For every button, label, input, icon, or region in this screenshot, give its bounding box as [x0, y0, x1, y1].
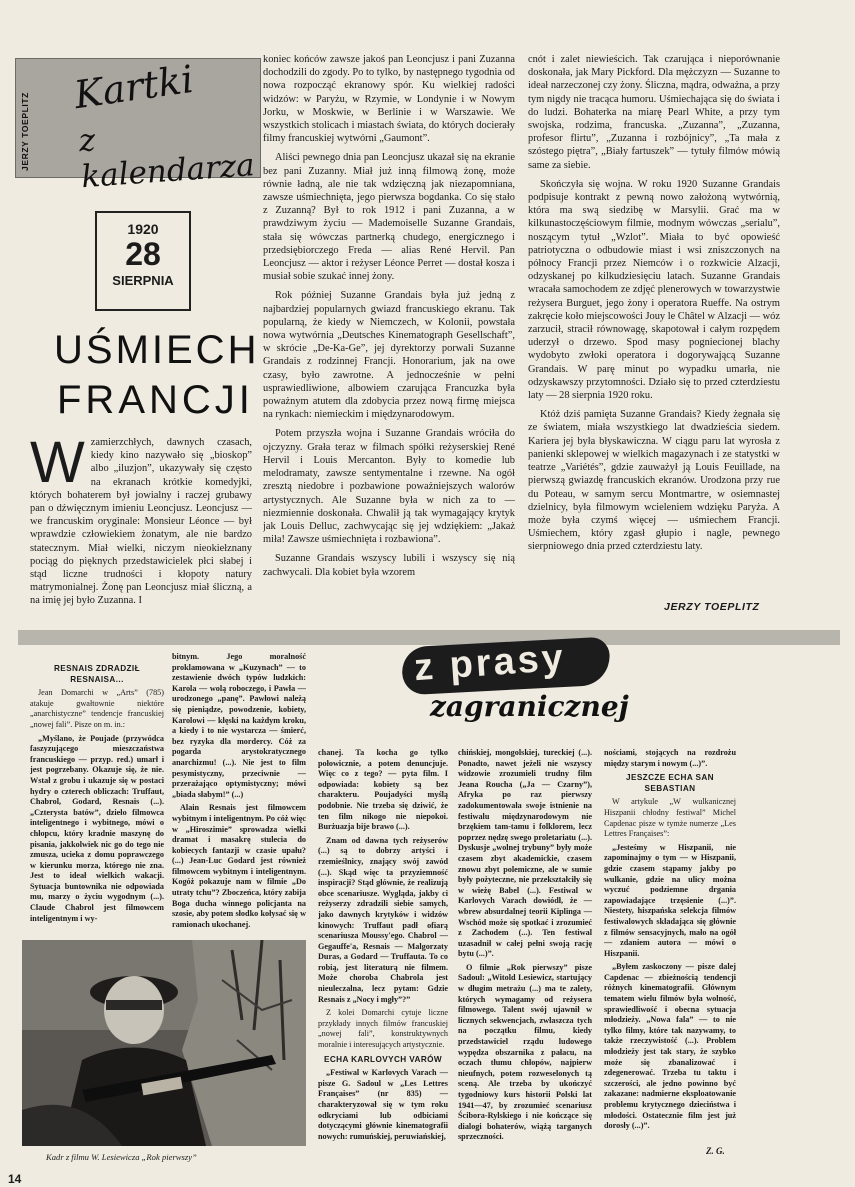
- paragraph: cnót i zalet niewieścich. Tak czarująca i nieporównanie doskonała, jak Mary Pickford. Dla mężczyzn — Suzanne to ideał narzeczonej czy żony. Śliczna, mądra, odważna, a przy tym nigdy nie tracąca humoru. Uśmiechająca się do świata i do ludzi. Bohaterka na miarę Pearl White, a przy tym swojska, rodzima, francuska. „Zuzanna”, „Zuzanna, profesor flirtu”, „Zuzanna i rozbójnicy”, „Ta mała z szóstego piętra”, „Biały fartuszek” — tytuły filmów mówią same za siebie.: [528, 54, 780, 171]
- paragraph: „Byłem zaskoczony — pisze dalej Capdenac — zbieżnością tendencji różnych kinematografii. Głównym tematem wielu filmów była wolność, sprawiedliwość i obecna sytuacja młodzieży. „Nowa fala” — to nie tylko filmy, które tak nazywamy, to także rzeczywistość (...). Problem młodzieży jest tak stary, że szybko może się zbanalizować i zdegenerować. Trzeba tu taktu i szczerości, ale jedno powinno być zakazane: nadmierne eksploatowanie problemu krytycznego dzieciństwa i młodości. Ostatecznie film jest już dorosły (...)”.: [604, 962, 736, 1131]
- press-signature: Z. G.: [706, 1146, 725, 1156]
- press-heading-san-sebastian: JESZCZE ECHA SAN SEBASTIAN: [626, 773, 714, 793]
- paragraph: chanej. Ta kocha go tylko połowicznie, a potem denuncjuje. Więc co z tego? — pyta film. I odpowiada: kobiety są bez charakteru. Poujadyści myślą podobnie. Nie trzeba się dziwić, że ten film nikogo nie niepokoi. Burżuazja bije brawo (...).: [318, 748, 448, 832]
- article-title-line2: FRANCJI: [57, 378, 254, 422]
- paragraph: Skończyła się wojna. W roku 1920 Suzanne Grandais podpisuje kontrakt z pewną nowo założoną wytwórnią, która ma swą siedzibę w Marsylii. Grać ma w kilkunastoczęściowym filmie, modnym wówczas „serialu”, noszącym tytuł „Wzlot”. Miała to być opowieść patriotyczna o odbudowie miast i wsi zniszczonych na północy Francji przez Niemców i o rozkwicie Alzacji, odzyskanej po kilkudziesięciu latach. Suzanne Grandais wracała samochodem ze zdjęć plenerowych w towarzystwie reżysera Burguet, jego żony i operatora Rueffe. Na ostrym zakręcie koło miejscowości Jouy le Châtel w Alzacji — wóz zarzucił, stracił równowagę, skapotował i całym rozpędem uderzył o drzewo. Spod masy pogniecionej blachy wydobyto zwłoki operatora i dogorywającą Suzanne Grandais. W parę minut po wypadku umarła, nie odzyskawszy przytomności. Działo się to przed czterdziestu laty — 28 sierpnia 1920 roku.: [528, 178, 780, 402]
- press-heading-karlovy-vary: ECHA KARLOVYCH VARÓW: [323, 1054, 443, 1064]
- press-title-line1: z prasy: [412, 636, 568, 690]
- film-still-photo: [22, 940, 306, 1146]
- dropcap: W: [30, 436, 85, 495]
- paragraph: Jean Domarchi w „Arts” (785) atakuje gwałtownie niektóre „anarchistyczne” tendencje francuskiej „nowej fali”. Pisze on m. in.:: [30, 688, 164, 729]
- article-column-2: [263, 53, 515, 609]
- article-column-1: [30, 436, 252, 616]
- paragraph: „Festiwal w Karlovych Varach — pisze G. Sadoul w „Les Lettres Françaises” (nr 835) — charakteryzował się w tym roku odkryciami lub odbiciami dotyczącymi głównie kinematografii nowych: rumuńskiej, peruwiańskiej,: [318, 1068, 448, 1141]
- press-column-e: [604, 748, 736, 1160]
- paragraph: zamierzchłych, dawnych czasach, kiedy kino nazywało się „bioskop” albo „iluzjon”, ukazywały się często na ekranach krótkie komedyjki, których bohaterem był jowialny i raczej grubawy pan o dźwięcznym imieniu Leoncjusz. Leoncjusz — we francuskim oryginale: Monsieur Léonce — był wprawdzie człowiekiem żonatym, ale nie bardzo statecznym. Miał wielki, niczym nieokiełznany pociąg do pięknych przedstawicielek płci słabej i stąd liczne trudności i kłopoty natury matrymonialnej. Żonę pan Leoncjusz miał śliczną, a na imię jej było Zuzanna. I: [30, 437, 252, 607]
- press-column-c: [318, 748, 448, 1168]
- paragraph: Alain Resnais jest filmowcem wybitnym i inteligentnym. Po cóż więc w „Hiroszimie” sprowadza wielki dramat i masakrę stulecia do kobiecych fantazji w czasie upału? (...) Jean-Luc Godard jest również filmowcem wybitnym i inteligentnym. Kogóż pokazuje nam w filmie „Do utraty tchu”? Zboczeńca, który zabija Boga ducha winnego policjanta na szosie, aby potem słodko kołysać się w ramionach ukochanej.: [172, 803, 306, 929]
- press-title-line2: zagranicznej: [430, 690, 629, 723]
- date-year: 1920: [127, 221, 159, 237]
- paragraph: koniec końców zawsze jakoś pan Leoncjusz i pani Zuzanna dochodzili do zgody. Po to tylko, by następnego tygodnia od nowa rozpocząć ekranowy spór. Ku wielkiej radości widzów: w Paryżu, w Rzymie, w Londynie i w Nowym Jorku, w Moskwie, w Berlinie i w Warszawie. We wszystkich stolicach i miastach świata, do których docierały filmy francuskiej wytwórni „Gaumont”.: [263, 54, 515, 145]
- series-banner: [15, 56, 261, 196]
- date-day: 28: [125, 236, 161, 272]
- article-column-3: [528, 53, 780, 593]
- paragraph: W artykule „W wulkanicznej Hiszpanii chłodny festiwal” Michel Capdenac pisze w tymże numerze „Les Lettres Françaises”:: [604, 797, 736, 839]
- film-still-image: [22, 940, 306, 1146]
- paragraph: Potem przyszła wojna i Suzanne Grandais wróciła do ojczyzny. Grała teraz w filmach spółki reżyserskiej René Hervil i Louis Mercanton. Były to komedie lub melodramaty, zawsze sentymentalne i rzewne. Na ogół zresztą niedobre i pozbawione poważniejszych walorów artystycznych. Ale Suzanne była w nich za to — niezmiennie doskonała. Chwalił ją tak wymagający krytyk jak Louis Delluc, zachwycając się jej wdziękiem: „Jakaż miła! Zawsze uśmiechnięta i rozbawiona”.: [263, 428, 515, 546]
- series-title-line1: Kartki: [71, 56, 197, 118]
- paragraph: bitnym. Jego moralność proklamowana w „Kuzynach” — to zestawienie dwóch typów ludzkich: Karola — wolą roboczego, i Pawła — urodzonego „panę”. Pawłowi należą się pieniądze, powodzenie, kobiety, Karolowi — kłęski na każdym kroku, a kiedy i to nie wystarcza — śmierć, bez ryzyka dla mordercy. Cóż za pogarda arystokratycznego anarchizmu! (...). Nie jest to film pesymistyczny, przeciwnie — przerażająco optymistyczny; mówi „biada słabym!” (...): [172, 652, 306, 799]
- paragraph: O filmie „Rok pierwszy” pisze Sadoul: „Witold Lesiewicz, startujący w długim metrażu (...) ma te zalety, których wymagamy od reżysera filmowego. Talent swój ujawnił w licznych sekwencjach, zwłaszcza tych na początku filmu, kiedy przedstawiciel rządu ludowego wypędza obszarnika z pałacu, na oczach tłumu chłopów, najpierw nieufnych, potem rozweselonych tą sceną. Ale trzeba by ukończyć tygodniowy kurs historii Polski lat 1941—47, by zrozumieć scenariusz Ścibora-Rylskiego i nie kończące się dialogi bohaterów, wiążą targanych sprzeczności.: [458, 962, 592, 1142]
- paragraph: „Myślano, że Poujade (przywódca faszyzującego mieszczaństwa francuskiego — przyp. red.) umarł i jest pogrzebany. Okazuje się, że nie. Wstał z grobu i ukazuje się w postaci hydry o czterech obliczach: Truffaut, Chabrol, Godard, Resnais (...). „Czterysta batów”, dzieło filmowca inteligentnego i wybitnego, mówi o chłopcu, który kradnie maszynę do pisania, jakkolwiek nic go do tego nie zmusza, ucieka z domu poprawczego w kierunku morza, którego nie zna. Jest to ideał wielkich wakacji. Sytuacja buntownika nie odpowiada mu, marzy o życiu wygodnym (...). Claude Chabrol jest filmowcem inteligentnym i wy-: [30, 733, 164, 923]
- press-column-b: [172, 652, 306, 936]
- press-column-d: [458, 748, 592, 1168]
- press-column-a: [30, 660, 164, 935]
- paragraph: Z kolei Domarchi cytuje liczne przykłady innych filmów francuskiej „nowej fali”, konstruktywnych moralnie i interesujących artystycznie.: [318, 1008, 448, 1050]
- paragraph: nościami, stojących na rozdrożu między starym i nowym (...)”.: [604, 748, 736, 768]
- photo-caption: Kadr z filmu W. Lesiewicza „Rok pierwszy”: [46, 1152, 197, 1162]
- paragraph: Suzanne Grandais wszyscy lubili i wszyscy się nią zachwycali. Dla kobiet była wzorem: [263, 553, 515, 578]
- series-title-line2: z kalendarza: [77, 122, 256, 196]
- paragraph: Rok później Suzanne Grandais była już jedną z najbardziej popularnych gwiazd francuskiego ekranu. Tak popularną, że kiedy w Niemczech, w Kolonii, powstała nowa wytwórnia „Deutsches Kinematograph Gesellschaft”, w skrócie „De-Ka-Ge”, jej dyrektorzy porwali Suzanne Grandais z rodzinnej Francji. Honorarium, jak na owe czasy, było zawrotne. A jednocześnie w pełni usprawiedliwione, albowiem czarująca Francuzka była poważnym atutem dla zdobycia przez nową firmę miejsca na rynkach: niemieckim i międzynarodowym.: [263, 290, 515, 421]
- article-signature: JERZY TOEPLITZ: [664, 601, 760, 613]
- page-number: 14: [8, 1172, 22, 1186]
- date-box: [95, 211, 191, 311]
- paragraph: chińskiej, mongolskiej, tureckiej (...). Ponadto, nawet jeżeli nie wszyscy widzowie zrozumieli trudny film Jeana Roucha („Ja — Czarny”), Afryka po raz pierwszy zadokumentowała swoje istnienie na festiwalu międzynarodowym nie brzękiem tam-tamu i folklorem, lecz poprzez nędzę swego proletariatu (...). Dyskusje „wolnej trybuny” były może czasem zbyt akademickie, czasem znowu zbyt polemiczne, ale w sumie były pożyteczne, nie przekształciły się w wieżę Babel (...). Festiwal w Karlovych Varach dowiódł, że — wbrew absurdalnej teorii Kiplinga — Wschód może się spotkać i zrozumieć z Zachodem (...). Ten festiwal uzasadnił w całej pełni swoją rację bytu (...)”.: [458, 748, 592, 959]
- paragraph: Któż dziś pamięta Suzanne Grandais? Kiedy żegnała się ze światem, miała wszystkiego lat dwadzieścia siedem. Kariera jej była błyskawiczna. W ciągu paru lat wyrosła z panienki sklepowej w wielkich magazynach i ze statystki w teatrze „Variétés”, gdzie zauważył ją Louis Feuillade, na pierwszą gwiazdę francuskich ekranów. Urodzona przy rue du Poteau, w samym sercu Montmartre, w osiemnastej dzielnicy, była filmowym wcieleniem wdzięku Paryża. A może była czymś więcej — uśmiechem Francji. Uśmiechem, który zgasł głupio i nagle, pewnego sierpniowego dnia przed czterdziestu laty.: [528, 409, 780, 553]
- author-tag: JERZY TOEPLITZ: [20, 92, 30, 171]
- paragraph: Aliści pewnego dnia pan Leoncjusz ukazał się na ekranie bez pani Zuzanny. Miał już inną filmową żonę, może równie ładną, ale nie tak wdzięczną jak niezapomniana, zawsze uśmiechnięta, jego pierwsza bogdanka. Co się stało z Zuzanną? Był to rok 1912 i pani Zuzanna, a w prawdziwym życiu — Mademoiselle Suzanne Grandais, stała się wówczas partnerką chudego, energicznego i przedsiębiorczego Freda — alias René Hervil. Pan Leoncjusz — aktor i reżyser Léonce Perret — dostał kosza i musiał sobie szukać innej żony.: [263, 152, 515, 283]
- paragraph: „Jesteśmy w Hiszpanii, nie zapominajmy o tym — w Hiszpanii, gdzie czasem stąpamy jakby po wulkanie, gdzie na ulicy można wyczuć podziemne drgania zapowiadające trzęsienie (...)”. Niestety, hiszpańska selekcja filmów festiwalowych składająca się głównie z filmów sensacyjnych, mało na ogół — zdaniem autora — mówi o Hiszpanii.: [604, 842, 736, 958]
- press-title-block: [400, 638, 636, 734]
- paragraph: Znam od dawna tych reżyserów (...) są to dobrzy artyści i rzemieślnicy, znający swój zawód (...). Skąd więc ta przyziemność inspiracji? Stąd głównie, że realizują obce scenariusze. Wygląda, jakby ci reżyserzy zdradzili siebie samych, jako dawnych krytyków i widzów kinowych: Truffaut padł ofiarą scenariusza Moussy'ego. Chabrol — Gegauffe'a, Resnais — Malgorzaty Duras, a Godard — Truffauta. To co robią, jest literaturą nie filmem. Może choroba Chabrola jest nieuleczalna, lecz pytam: Gdzie Resnais z „Nocy i mgły”?”: [318, 835, 448, 1004]
- date-month: SIERPNIA: [112, 273, 174, 288]
- press-heading-resnais: RESNAIS ZDRADZIŁ RESNAISA...: [53, 664, 140, 684]
- article-title-line1: UŚMIECH: [54, 328, 260, 372]
